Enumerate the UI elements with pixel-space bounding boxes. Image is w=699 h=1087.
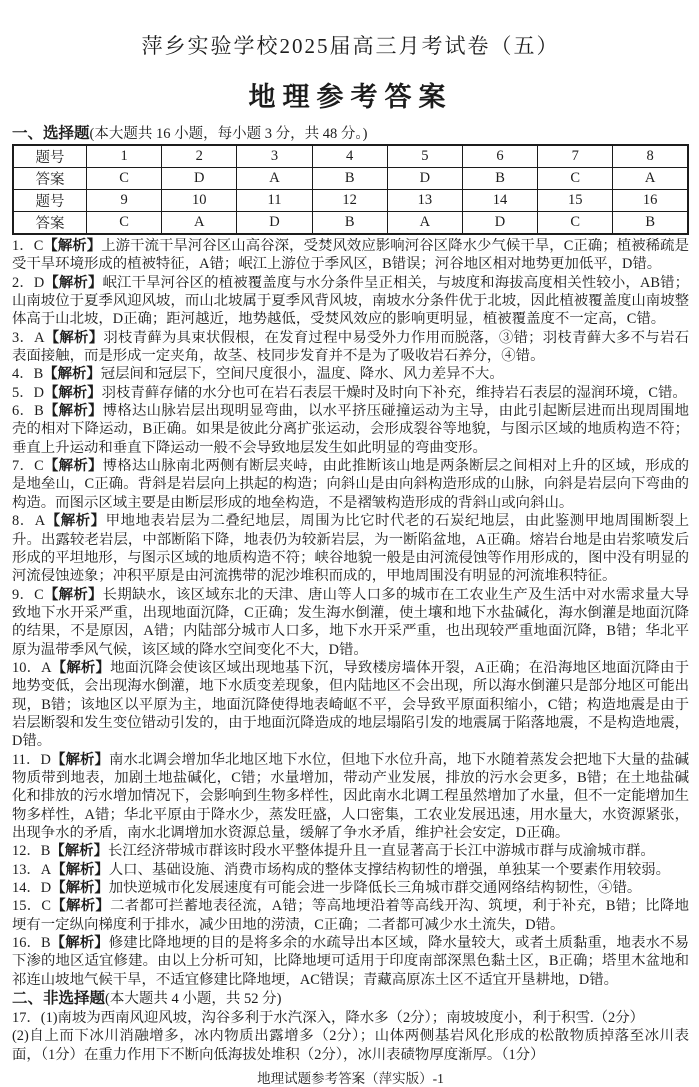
explanation-text: 加快逆城市化发展速度有可能会进一步降低长三角城市群交通网络结构韧性，④错。 bbox=[108, 880, 642, 897]
explanation-text: 长江经济带城市群该时段水平整体提升且一直显著高于长江中游城市群与成渝城市群。 bbox=[107, 843, 655, 860]
row-header-cell: 答案 bbox=[13, 168, 87, 190]
analysis-label: 【解析】 bbox=[50, 935, 109, 952]
explanation-item bbox=[12, 897, 689, 934]
explanation-number: 3．A bbox=[12, 329, 45, 346]
explanation-item bbox=[12, 384, 689, 402]
explanation-text: 修建比降地埂的目的是将多余的水疏导出本区域，降水量较大，或者土质黏重，地表水不易下渗的地区适宜修建。由以上分析可知，比降地埂可适用于印度南部深黑色黏土区，B正确；塔里木盆地和祁连山坡地气候干旱，不适宜修建比降地埂，AC错误；青藏高原冻土区不适宜开垦耕地，D错。 bbox=[12, 935, 689, 988]
page-footer: 地理试题参考答案（萍实版）-1 bbox=[257, 1071, 444, 1087]
analysis-label: 【解析】 bbox=[51, 861, 109, 878]
explanation-number: 2．D bbox=[12, 274, 45, 291]
explanation-item bbox=[12, 751, 689, 843]
explanation-item bbox=[12, 879, 689, 897]
page-subtitle: 地理参考答案 bbox=[248, 82, 453, 112]
explanation-number: 6．B bbox=[12, 403, 44, 420]
answer-cell: 11 bbox=[237, 190, 312, 212]
explanation-number: 12．B bbox=[12, 843, 51, 860]
answer-cell: 3 bbox=[237, 145, 312, 168]
explanation-item bbox=[12, 934, 689, 989]
analysis-label: 【解析】 bbox=[51, 898, 111, 915]
answer-cell: 15 bbox=[538, 190, 613, 212]
explanation-number: 4．B bbox=[12, 366, 44, 383]
answer-cell: D bbox=[237, 212, 312, 235]
explanation-item bbox=[12, 842, 689, 860]
explanation-item bbox=[12, 659, 689, 751]
explanation-item bbox=[12, 586, 689, 659]
answer-cell: 14 bbox=[462, 190, 537, 212]
answer-cell: 6 bbox=[462, 145, 537, 168]
answer-cell: 2 bbox=[162, 145, 237, 168]
explanation-text: 甲地地表岩层为二叠纪地层，周围为比它时代老的石炭纪地层，由此鉴测甲地周围断裂上升。出露较老岩层，中部断陷下降，地表仍为较新岩层，为一断陷盆地，A正确。熔岩台地是由岩浆喷发后形成的平坦地形，与图示区域的地质构造不符；峡谷地貌一般是由河流侵蚀等作用形成的，图中没有明显的河流侵蚀迹象；冲积平原是由河流携带的泥沙堆积而成的，甲地周围没有明显的河流堆积特征。 bbox=[12, 513, 689, 585]
analysis-label: 【解析】 bbox=[43, 403, 103, 420]
explanation-text: 岷江干旱河谷区的植被覆盖度与水分条件呈正相关，与坡度和海拔高度相关性较小，AB错；山南坡位于夏季风迎风坡，而山北坡属于夏季风背风坡，南坡水分条件优于北坡，因此植被覆盖度山南坡整体高于山北坡，D正确；距河越近，地势越低，受焚风效应的影响更明显，植被覆盖度不一定高，C错。 bbox=[12, 274, 689, 328]
explanation-number: 10．A bbox=[12, 659, 52, 676]
answer-table-row bbox=[13, 212, 688, 235]
answer-cell: 8 bbox=[613, 145, 688, 168]
answer-cell: A bbox=[162, 212, 237, 235]
explanation-text: 博格达山脉南北两侧有断层夹峙，由此推断该山地是两条断层之间相对上升的区域，形成的是地垒山，C正确。背斜是岩层向上拱起的构造；向斜山是由向斜构造形成的山脉，向斜是岩层向下弯曲的构造。而图示区域主要是由断层形成的地垒构造，不是褶皱构造形成的背斜山或向斜山。 bbox=[12, 458, 689, 511]
explanation-text: 上游干流干旱河谷区山高谷深，受焚风效应影响河谷区降水少气候干旱，C正确；植被稀疏是受干旱环境形成的植被特征，A错；岷江上游位于季风区，B错误；河谷地区相对地势更加低平，D错。 bbox=[12, 238, 689, 273]
row-header-cell: 答案 bbox=[13, 212, 87, 235]
nonchoice-section-heading bbox=[12, 990, 689, 1008]
row-header-cell: 题号 bbox=[13, 190, 87, 212]
explanation-number: 14．D bbox=[12, 880, 52, 897]
answer-cell: D bbox=[462, 212, 537, 235]
answer-cell: B bbox=[312, 168, 387, 190]
row-header-cell: 题号 bbox=[13, 145, 87, 168]
analysis-label: 【解析】 bbox=[45, 513, 106, 530]
analysis-label: 【解析】 bbox=[51, 880, 109, 897]
analysis-label: 【解析】 bbox=[50, 751, 109, 768]
choice-section-title: 一、选择题 bbox=[12, 125, 90, 142]
answer-cell: B bbox=[613, 212, 688, 235]
answer-table bbox=[12, 144, 689, 235]
answer-table-row bbox=[13, 145, 688, 168]
explanation-number: 11．D bbox=[12, 751, 51, 768]
analysis-label: 【解析】 bbox=[44, 329, 104, 346]
explanation-text: 地面沉降会使该区域出现地基下沉，导致楼房墙体开裂，A正确；在沿海地区地面沉降由于地势变低，会出现海水倒灌，地下水质变差现象，但内陆地区不会出现，所以海水倒灌只是部分地区可能出现，B错；该地区以平原为主，地面沉降使得地表崎岖不平，会导致平原面积缩小，C错；构造地震是由于岩层断裂和发生变位错动引发的，由于地面沉降造成的地层塌陷引发的地震属于陷落地震，不是构造地震，D错。 bbox=[12, 659, 689, 750]
answer-cell: 1 bbox=[87, 145, 162, 168]
choice-section-note: (本大题共 16 小题，每小题 3 分，共 48 分。) bbox=[89, 126, 368, 142]
answer-cell: B bbox=[312, 212, 387, 235]
answer-cell: C bbox=[538, 168, 613, 190]
explanation-number: 15．C bbox=[12, 898, 51, 915]
explanation-text: 人口、基础设施、消费市场构成的整体支撑结构韧性的增强，单独某一个要素作用较弱。 bbox=[108, 861, 671, 878]
answer-cell: A bbox=[613, 168, 688, 190]
explanation-item bbox=[12, 512, 689, 585]
explanation-item bbox=[12, 237, 689, 274]
analysis-label: 【解析】 bbox=[43, 586, 103, 603]
answer-cell: B bbox=[462, 168, 537, 190]
explanation-number: 7．C bbox=[12, 458, 44, 475]
answer-cell: C bbox=[87, 212, 162, 235]
explanation-text: 长期缺水，该区域东北的天津、唐山等人口多的城市在工农业生产及生活中对水需求量大导致地下水开采严重，出现地面沉降，C正确；发生海水倒灌，使土壤和地下水盐碱化，海水倒灌是地面沉降的结果，不是原因，A错；内陆部分城市人口多，地下水开采严重，也出现较严重地面沉降，B错；华北平原为温带季风气候，该区域的降水空间变化不大，D错。 bbox=[12, 586, 689, 658]
explanation-item bbox=[12, 274, 689, 329]
answer-cell: 5 bbox=[387, 145, 462, 168]
answer-cell: 9 bbox=[87, 190, 162, 212]
explanation-text: 冠层间和冠层下，空间尺度很小，温度、降水、风力差异不大。 bbox=[100, 366, 504, 383]
page-title: 萍乡实验学校2025届高三月考试卷（五） bbox=[141, 34, 560, 58]
explanation-item bbox=[12, 457, 689, 512]
answer-cell: 16 bbox=[613, 190, 688, 212]
answer-cell: 12 bbox=[312, 190, 387, 212]
explanation-number: 9．C bbox=[12, 586, 44, 603]
answer-cell: D bbox=[162, 168, 237, 190]
nonchoice-section-title: 二、非选择题 bbox=[12, 990, 106, 1008]
explanation-text: 羽枝青藓存储的水分也可在岩石表层干燥时及时向下补充，维持岩石表层的湿润环境，C错。 bbox=[101, 384, 687, 401]
answer-table-row bbox=[13, 190, 688, 212]
explanation-item bbox=[12, 365, 689, 383]
analysis-label: 【解析】 bbox=[43, 384, 102, 401]
answer-cell: 10 bbox=[162, 190, 237, 212]
choice-section-heading bbox=[12, 125, 689, 143]
analysis-label: 【解析】 bbox=[43, 458, 103, 475]
analysis-label: 【解析】 bbox=[43, 238, 102, 254]
answer-cell: A bbox=[237, 168, 312, 190]
answer-cell: 13 bbox=[387, 190, 462, 212]
explanation-text: 南水北调会增加华北地区地下水位，但地下水位升高，地下水随着蒸发会把地下大量的盐碱物质带到地表，加剧土地盐碱化，C错；水量增加，带动产业发展，排放的污水会更多，B错；在土地盐碱化和排放的污水增加情况下，会影响到生物多样性，因此南水北调工程虽然增加了水量，但不一定能增加生物多样性，A错；华北平原由于降水少，蒸发旺盛，人口密集，工农业发展迅速，用水量大，水资源紧张，出现争水的矛盾，南水北调增加水资源总量，缓解了争水矛盾，维护社会安定，D正确。 bbox=[12, 751, 689, 841]
answer-cell: C bbox=[87, 168, 162, 190]
answer-cell: D bbox=[387, 168, 462, 190]
explanation-item bbox=[12, 329, 689, 366]
explanation-number: 16．B bbox=[12, 935, 51, 952]
answer-paragraph: 17．(1)南坡为西南风迎风坡，沟谷多利于水汽深入，降水多（2分）；南坡坡度小，利于积雪.（2分） bbox=[12, 1010, 644, 1027]
explanation-item bbox=[12, 861, 689, 879]
analysis-label: 【解析】 bbox=[50, 843, 108, 860]
explanations-list bbox=[12, 237, 689, 989]
analysis-label: 【解析】 bbox=[44, 274, 103, 291]
explanation-text: 羽枝青藓为具束状假根，在发育过程中易受外力作用而脱落，③错；羽枝青藓大多不与岩石表面接触，而是形成一定夹角，故茎、枝同步发育并不是为了吸收岩石养分，④错。 bbox=[12, 329, 689, 365]
explanation-number: 1．C bbox=[12, 238, 44, 254]
nonchoice-section-note: (本大题共 4 小题，共 52 分) bbox=[105, 991, 282, 1008]
explanation-text: 博格达山脉岩层出现明显弯曲，以水平挤压碰撞运动为主导，由此引起断层进而出现周围地壳的相对下降运动，B正确。如果是彼此分离扩张运动，会形成裂谷等地貌，与图示区域的地质构造不符；垂直上升运动和垂直下降运动一般不会导致地层发生如此明显的弯曲变形。 bbox=[12, 403, 689, 456]
answer-cell: C bbox=[538, 212, 613, 235]
question-17-answers bbox=[12, 1009, 689, 1064]
answer-paragraph: (2)自上而下冰川消融增多，冰内物质出露增多（2分）；山体两侧基岩风化形成的松散物质掉落至冰川表面，（1分）在重力作用下不断向低海拔处堆积（2分），冰川表碛物厚度渐厚。（1分） bbox=[12, 1028, 689, 1063]
answer-table-row bbox=[13, 168, 688, 190]
explanation-number: 5．D bbox=[12, 384, 44, 401]
analysis-label: 【解析】 bbox=[51, 659, 111, 676]
answer-cell: 4 bbox=[312, 145, 387, 168]
analysis-label: 【解析】 bbox=[43, 366, 101, 383]
explanation-number: 13．A bbox=[12, 861, 52, 878]
explanation-number: 8．A bbox=[12, 513, 46, 530]
explanation-text: 二者都可拦蓄地表径流，A错；等高地埂沿着等高线开沟、筑埂，利于补充，B错；比降地埂有一定纵向梯度利于排水，减少田地的涝渍，C正确；二者都可减少水土流失，D错。 bbox=[12, 898, 689, 933]
answer-cell: 7 bbox=[538, 145, 613, 168]
answer-cell: A bbox=[387, 212, 462, 235]
explanation-item bbox=[12, 402, 689, 457]
